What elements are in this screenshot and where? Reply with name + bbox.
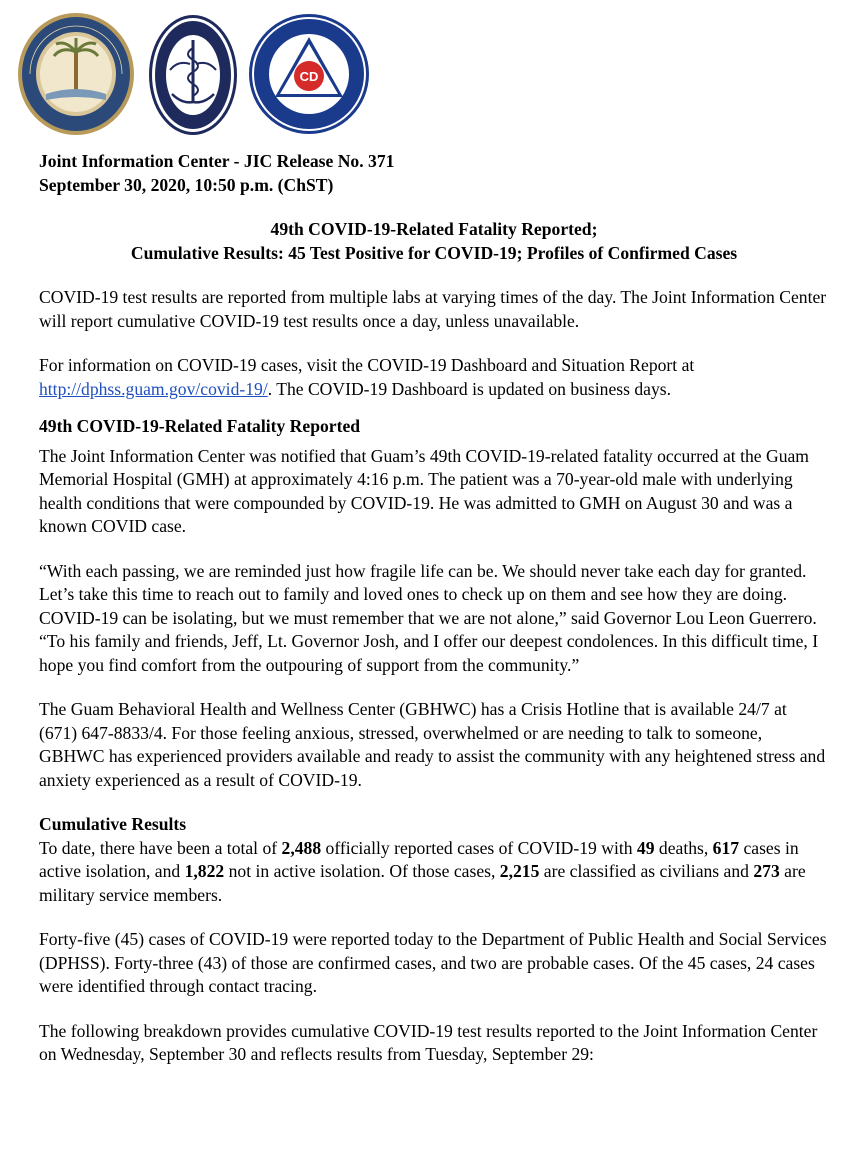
governor-quote-paragraph: “With each passing, we are reminded just how fragile life can be. We should never take each day for granted. Let’s take this time to reach out to family and loved ones to check up on them and see how they are doing. COVID-19 can be isolating, but we must remember that we are not alone,” said Governor Lou Leon Guerrero. “To his family and friends, Jeff, Lt. Governor Josh, and I offer our deepest condolences. In this difficult time, I hope you find comfort from the outpouring of support from the community.” [39,560,819,675]
public-health-seal-logo [148,14,238,136]
release-title-line1: 49th COVID-19-Related Fatality Reported; [270,219,598,239]
dashboard-text-after: . The COVID-19 Dashboard is updated on business days. [267,378,672,399]
civilians-value: 2,215 [499,861,540,881]
dashboard-text-before: For information on COVID-19 cases, visit the COVID-19 Dashboard and Situation Report at [39,355,695,375]
cd-logo-text: CD [299,69,319,84]
logo-row [16,12,376,137]
release-number: Joint Information Center - JIC Release No. 371 [39,151,395,171]
crisis-hotline-paragraph: The Guam Behavioral Health and Wellness Center (GBHWC) has a Crisis Hotline that is available 24/7 at (671) 647-8833/4. For those feeling anxious, stressed, overwhelmed or are needing to talk to someone, GBHWC has experienced providers available and ready to assist the community with any heightened stress and anxiety experienced as a result of COVID-19. [39,699,826,790]
cumulative-heading: Cumulative Results [39,814,187,834]
cumulative-totals-paragraph: To date, there have been a total of 2,488 officially reported cases of COVID-19 with 49 deaths, 617 cases in active isolation, and 1,822 not in active isolation. Of those cases, 2,215 are classified as civilians and 273 are military service members. [39,837,806,905]
daily-cases-paragraph: Forty-five (45) cases of COVID-19 were reported today to the Department of Public Health and Social Services (DPHSS). Forty-three (43) of those are confirmed cases, and two are probable cases. Of the 45 cases, 24 cases were identified through contact tracing. [39,929,827,996]
not-in-isolation-value: 1,822 [184,861,225,881]
dashboard-paragraph [39,354,829,401]
governors-seal-logo [16,12,136,137]
breakdown-intro-paragraph: The following breakdown provides cumulative COVID-19 test results reported to the Joint Information Center on Wednesday, September 30 and reflects results from Tuesday, September 29: [39,1020,818,1064]
total-cases-value: 2,488 [281,837,322,858]
fatality-paragraph: The Joint Information Center was notified that Guam’s 49th COVID-19-related fatality occurred at the Guam Memorial Hospital (GMH) at approximately 4:16 p.m. The patient was a 70-year-old male with underlying health conditions that were compounded by COVID-19. He was admitted to GMH on August 30 and was a known COVID case. [39,445,809,536]
active-isolation-value: 617 [712,837,740,858]
release-date: September 30, 2020, 10:50 p.m. (ChST) [39,174,334,195]
military-value: 273 [753,861,780,881]
deaths-value: 49 [636,837,655,858]
release-title-line2: Cumulative Results: 45 Test Positive for COVID-19; Profiles of Confirmed Cases [130,242,738,263]
fatality-heading: 49th COVID-19-Related Fatality Reported [39,416,361,436]
intro-paragraph: COVID-19 test results are reported from multiple labs at varying times of the day. The Joint Information Center will report cumulative COVID-19 test results once a day, unless unavailable. [39,287,827,331]
civil-defense-seal-logo [248,13,370,135]
dashboard-link[interactable]: http://dphss.guam.gov/covid-19/ [39,378,268,399]
press-release [39,150,829,1067]
